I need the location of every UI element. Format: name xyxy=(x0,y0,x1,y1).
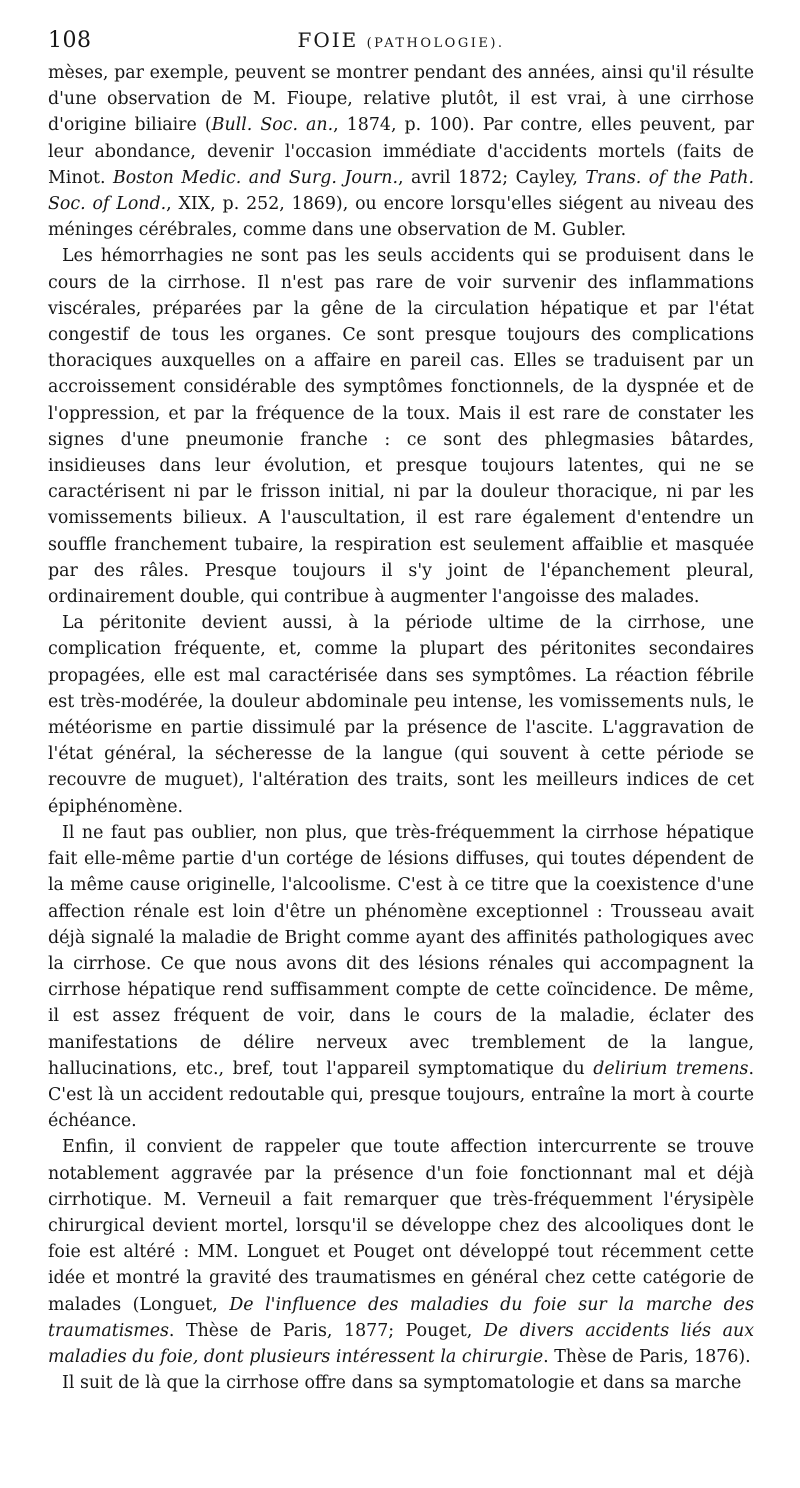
running-title-sub: (PATHOLOGIE). xyxy=(366,36,505,51)
paragraph xyxy=(48,60,754,243)
paragraph xyxy=(48,610,754,820)
italic-citation: De divers accidents liés aux maladies du foie, dont plusieurs intéressent la chirurgie xyxy=(48,1320,754,1367)
italic-citation: De l'influence des maladies du foie sur la marche des traumatismes xyxy=(48,1294,754,1341)
page-number: 108 xyxy=(48,28,92,53)
paragraph xyxy=(48,1134,754,1370)
italic-citation: Bull. Soc. an. xyxy=(211,115,334,136)
italic-citation: Trans. of the Path. Soc. of Lond. xyxy=(48,167,754,215)
text-run: . C'est là un accident redoutable qui, presque toujours, entraîne la mort à courte échéance. xyxy=(48,1058,754,1132)
paragraph xyxy=(48,820,754,1134)
text-run: , 1874, p. 100). Par contre, elles peuvent, par leur abondance, devenir l'occasion immédiate d'accidents mortels (faits de Minot. xyxy=(48,115,754,188)
paragraph xyxy=(48,1370,754,1396)
body-text xyxy=(48,60,754,1396)
text-run: mèses, par exemple, peuvent se montrer pendant des années, ainsi qu'il résulte d'une observation de M. Fioupe, relative plutôt, il est vrai, à une cirrhose d'origine biliaire ( xyxy=(48,63,754,136)
text-run: Enfin, il convient de rappeler que toute affection intercurrente se trouve notablement aggravée par la présence d'un foie fonctionnant mal et déjà cirrhotique. M. Verneuil a fait remarquer que très-fréquemment l'érysipèle chirurgical devient mortel, lorsqu'il se développe chez des alcooliques dont le foie est altéré : MM. Longuet et Pouget ont développé tout récemment cette idée et montré la gravité des traumatismes en général chez cette catégorie de malades (Longuet, xyxy=(48,1137,754,1315)
text-run: Les hémorrhagies ne sont pas les seuls accidents qui se produisent dans le cours de la cirrhose. Il n'est pas rare de voir survenir des inflammations viscérales, préparées par la gêne de la circulation hépatique et par l'état congestif de tous les organes. Ce sont presque toujours des complications thoraciques auxquelles on a affaire en pareil cas. Elles se traduisent par un accroissement considérable des symptômes fonctionnels, de la dyspnée et de l'oppression, et par la fréquence de la toux. Mais il est rare de constater les signes d'une pneumonie franche : ce sont des phlegmasies bâtardes, insidieuses dans leur évolution, et presque toujours latentes, qui ne se caractérisent ni par le frisson initial, ni par la douleur thoracique, ni par les vomissements bilieux. A l'auscultation, il est rare également d'entendre un souffle franchement tubaire, la respiration est seulement affaiblie et masquée par des râles. Presque toujours il s'y joint de l'épanchement pleural, ordinairement double, qui contribue à augmenter l'angoisse des malades. xyxy=(48,246,754,608)
text-run: . Thèse de Paris, 1876). xyxy=(543,1346,751,1367)
italic-citation: delirium tremens xyxy=(593,1058,749,1079)
paragraph xyxy=(48,243,754,610)
text-run: Il ne faut pas oublier, non plus, que très-fréquemment la cirrhose hépatique fait elle-même partie d'un cortége de lésions diffuses, qui toutes dépendent de la même cause originelle, l'alcoolisme. C'est à ce titre que la coexistence d'une affection rénale est loin d'être un phénomène exceptionnel : Trousseau avait déjà signalé la maladie de Bright comme ayant des affinités pathologiques avec la cirrhose. Ce que nous avons dit des lésions rénales qui accompagnent la cirrhose hépatique rend suffisamment compte de cette coïncidence. De même, il est assez fréquent de voir, dans le cours de la maladie, éclater des manifestations de délire nerveux avec tremblement de la langue, hallucinations, etc., bref, tout l'appareil symptomatique du xyxy=(48,822,754,1079)
text-run: La péritonite devient aussi, à la période ultime de la cirrhose, une complication fréquente, et, comme la plupart des péritonites secondaires propagées, elle est mal caractérisée dans ses symptômes. La réaction fébrile est très-modérée, la douleur abdominale peu intense, les vomissements nuls, le météorisme en partie dissimulé par la présence de l'ascite. L'aggravation de l'état général, la sécheresse de la langue (qui souvent à cette période se recouvre de muguet), l'altération des traits, sont les meilleurs indices de cet épiphénomène. xyxy=(48,613,754,817)
page-header xyxy=(48,0,754,60)
text-run: . Thèse de Paris, 1877; Pouget, xyxy=(168,1320,484,1341)
italic-citation: Boston Medic. and Surg. Journ. xyxy=(112,167,399,188)
running-title xyxy=(48,28,754,52)
text-run: , XIX, p. 252, 1869), ou encore lorsqu'elles siégent au niveau des méninges cérébrales, comme dans une observation de M. Gubler. xyxy=(48,194,754,241)
text-run: , avril 1872; Cayley, xyxy=(398,167,586,188)
text-run: Il suit de là que la cirrhose offre dans sa symptomatologie et dans sa marche xyxy=(62,1373,742,1394)
running-title-main: FOIE xyxy=(297,28,359,52)
